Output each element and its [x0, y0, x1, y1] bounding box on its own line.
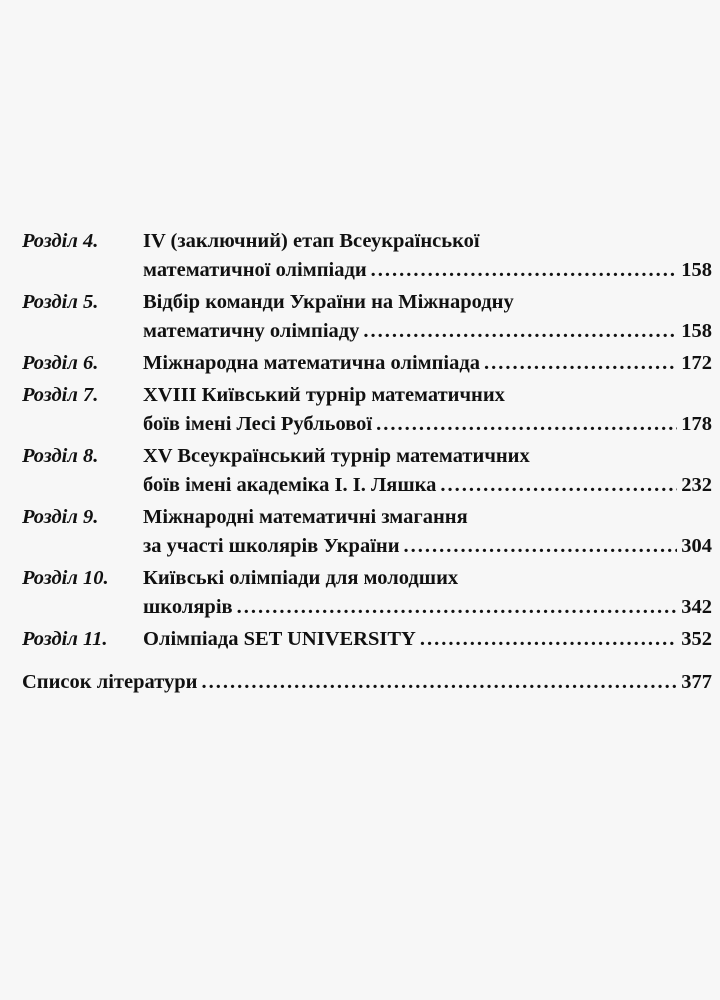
toc-entry-bibliography — [22, 668, 712, 697]
dot-leader — [376, 410, 677, 439]
dot-leader — [440, 471, 677, 500]
chapter-label: Розділ 7. — [22, 384, 99, 406]
chapter-label: Розділ 4. — [22, 230, 99, 252]
chapter-title-line: школярів — [143, 596, 233, 618]
toc-entry-chapter-8 — [22, 442, 712, 500]
toc-entry-chapter-9 — [22, 503, 712, 561]
chapter-title-line: Олімпіада SET UNIVERSITY — [143, 628, 416, 650]
chapter-title-line: математичну олімпіаду — [143, 320, 360, 342]
toc-entry-chapter-10 — [22, 564, 712, 622]
toc-entry-chapter-4 — [22, 227, 712, 285]
page-number: 304 — [681, 535, 712, 557]
dot-leader — [237, 593, 678, 622]
chapter-title-line: Міжнародні математичні змагання — [143, 506, 468, 528]
toc-entry-chapter-5 — [22, 288, 712, 346]
chapter-label: Розділ 11. — [22, 628, 108, 650]
page-number: 178 — [681, 413, 712, 435]
page-number: 158 — [681, 259, 712, 281]
chapter-title-line: IV (заключний) етап Всеукраїнської — [143, 230, 480, 252]
dot-leader — [484, 349, 677, 378]
dot-leader — [404, 532, 678, 561]
toc-entry-chapter-6 — [22, 349, 712, 378]
chapter-label: Розділ 5. — [22, 291, 99, 313]
dot-leader — [363, 317, 677, 346]
page-number: 172 — [681, 352, 712, 374]
page-number: 342 — [681, 596, 712, 618]
chapter-title-line: боїв імені академіка І. І. Ляшка — [143, 474, 437, 496]
chapter-label: Розділ 8. — [22, 445, 99, 467]
toc-entry-chapter-11 — [22, 625, 712, 654]
chapter-title-line: математичної олімпіади — [143, 259, 367, 281]
chapter-title-line: Відбір команди України на Міжнародну — [143, 291, 514, 313]
chapter-title-line: Київські олімпіади для молодших — [143, 567, 459, 589]
table-of-contents — [22, 227, 712, 697]
dot-leader — [420, 625, 677, 654]
page-number: 158 — [681, 320, 712, 342]
chapter-title-line: XVIII Київський турнір математичних — [143, 384, 505, 406]
chapter-title-line: за участі школярів України — [143, 535, 400, 557]
page-number: 377 — [681, 671, 712, 693]
dot-leader — [371, 256, 678, 285]
toc-entry-chapter-7 — [22, 381, 712, 439]
chapter-label: Розділ 10. — [22, 567, 109, 589]
dot-leader — [201, 668, 677, 697]
chapter-title-line: боїв імені Лесі Рубльової — [143, 413, 373, 435]
chapter-title-line: Міжнародна математична олімпіада — [143, 352, 480, 374]
chapter-label: Розділ 6. — [22, 352, 99, 374]
chapter-title-line: XV Всеукраїнський турнір математичних — [143, 445, 530, 467]
page-number: 352 — [681, 628, 712, 650]
chapter-label: Розділ 9. — [22, 506, 99, 528]
bibliography-title: Список літератури — [22, 671, 198, 693]
page-number: 232 — [681, 474, 712, 496]
